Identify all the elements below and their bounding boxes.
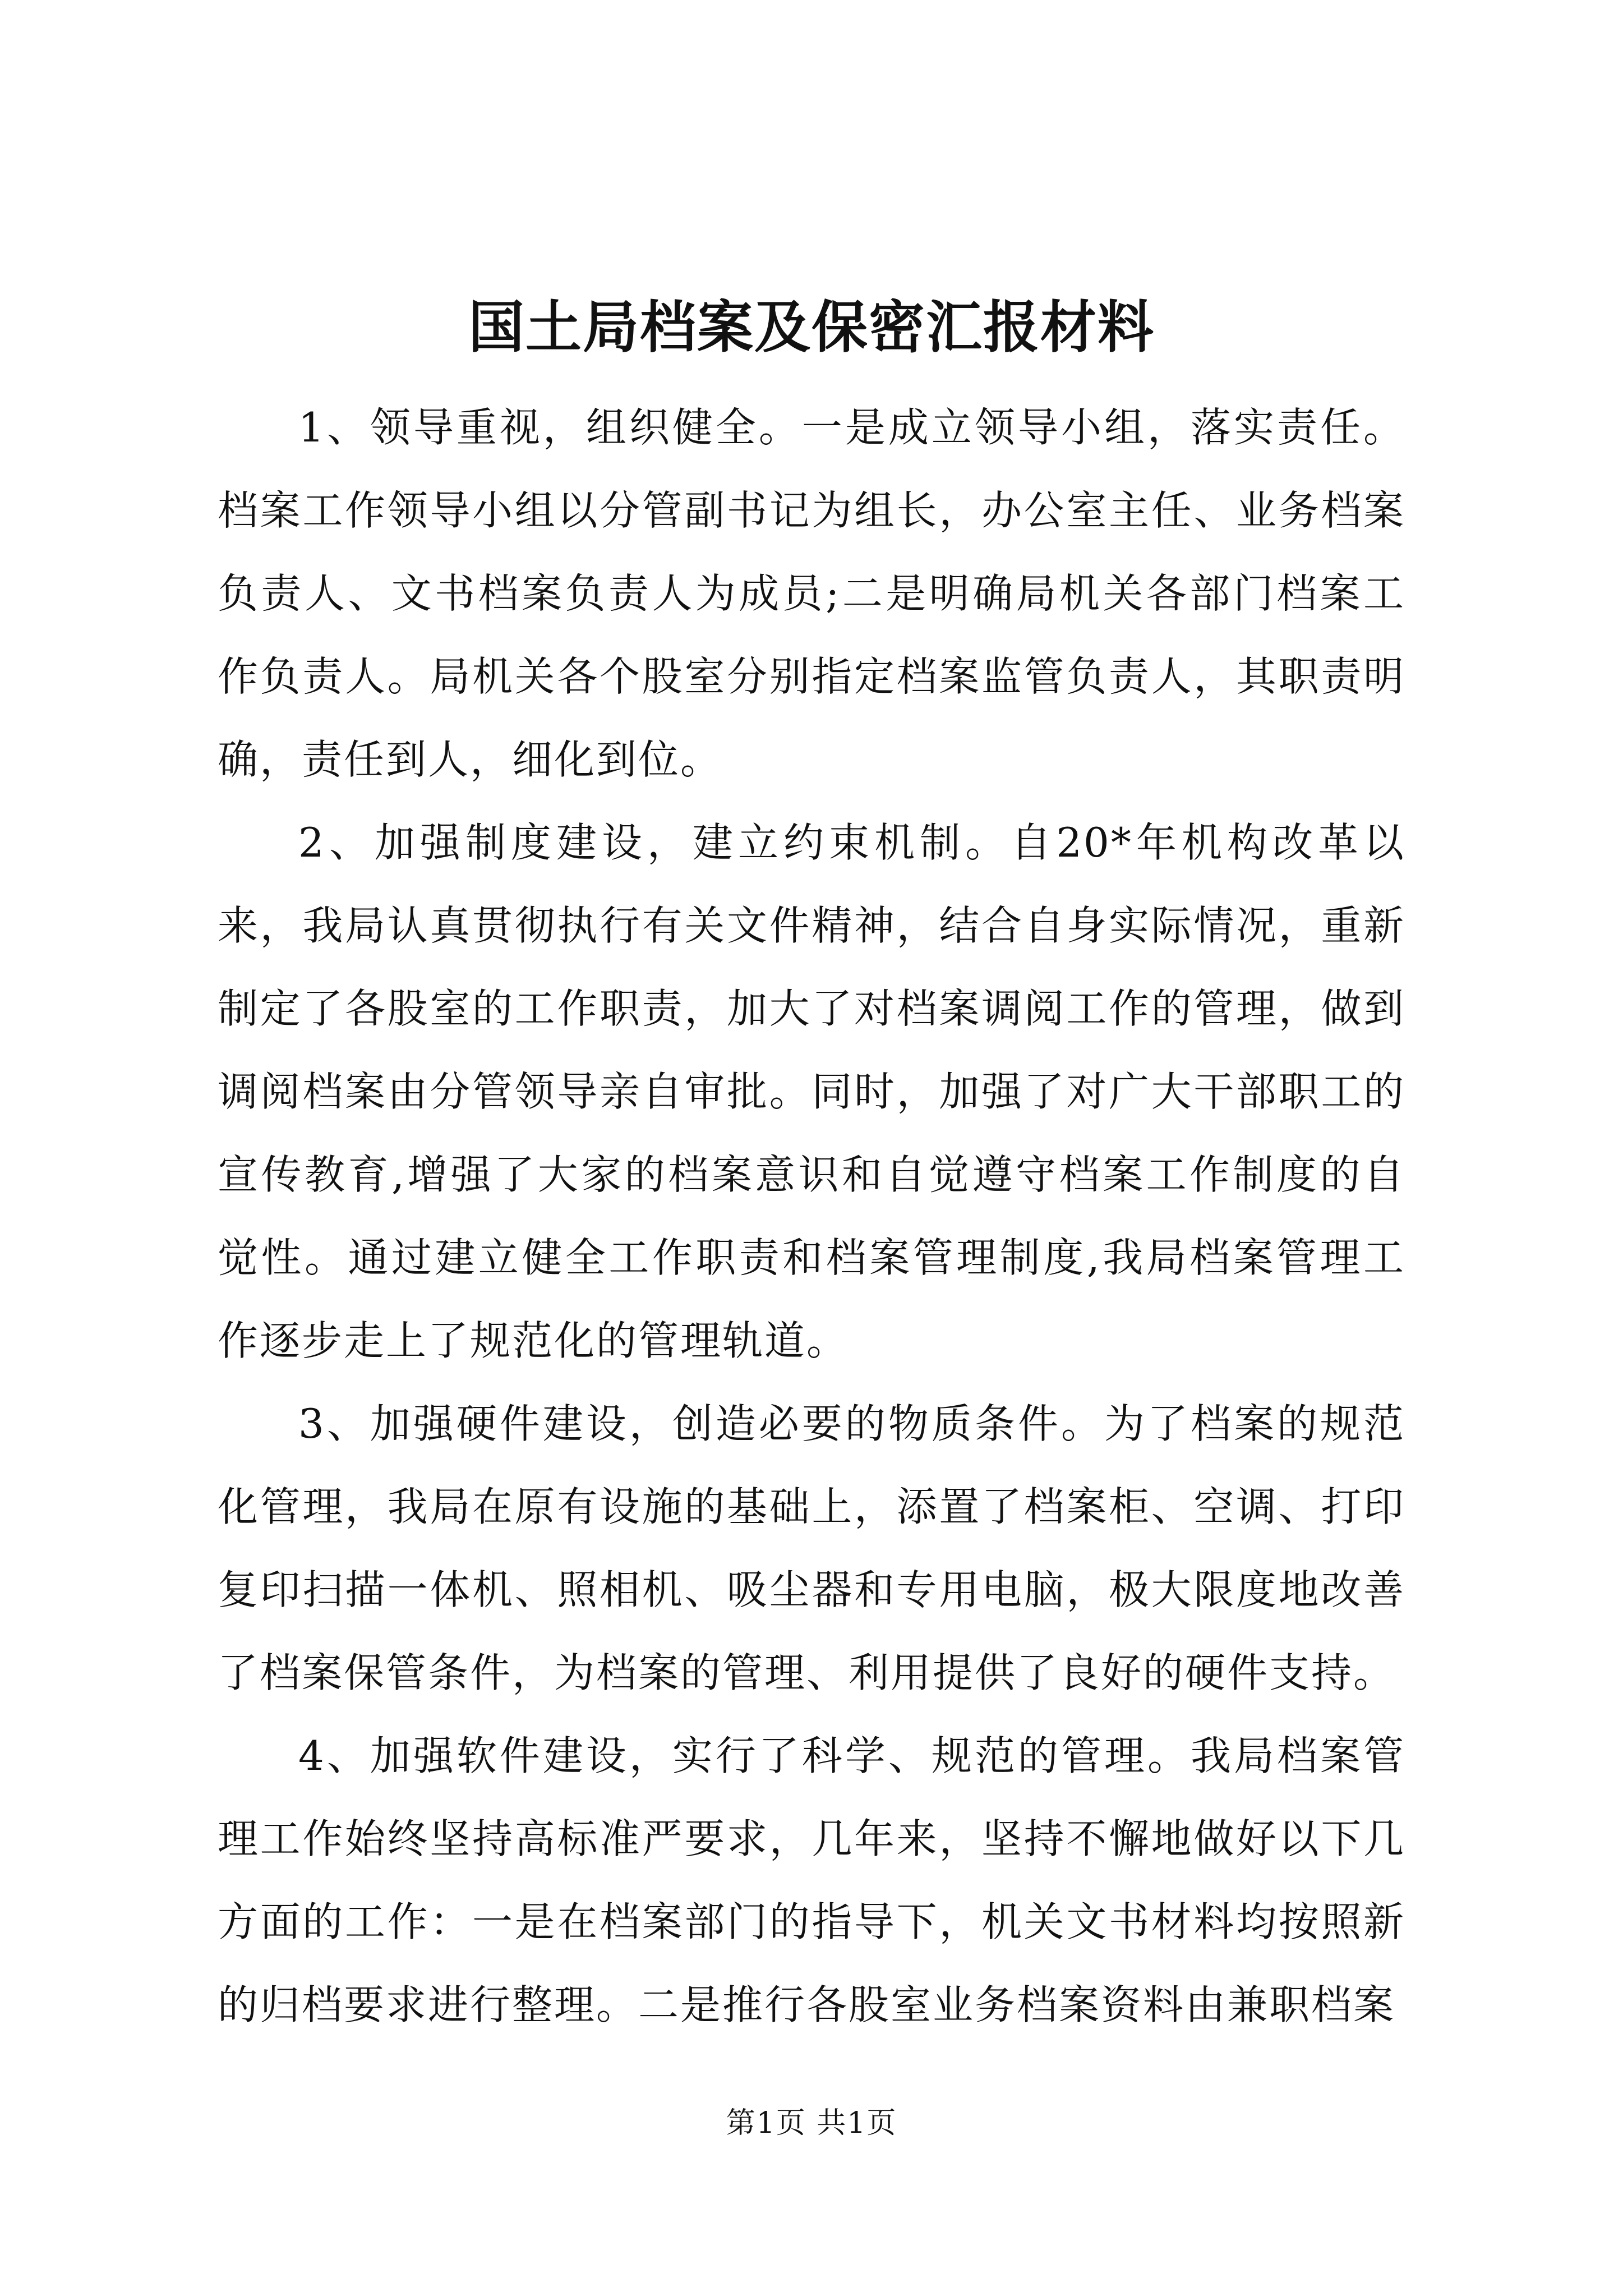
- document-title: 国土局档案及保密汇报材料: [468, 294, 1155, 360]
- paragraph-4: 4、加强软件建设，实行了科学、规范的管理。我局档案管理工作始终坚持高标准严要求，几年来，坚持不懈地做好以下几方面的工作：一是在档案部门的指导下，机关文书材料均按照新的归档要求进行整理。二是推行各股室业务档案资料由兼职档案: [218, 1732, 1405, 2028]
- paragraph-3: 3、加强硬件建设，创造必要的物质条件。为了档案的规范化管理，我局在原有设施的基础上，添置了档案柜、空调、打印复印扫描一体机、照相机、吸尘器和专用电脑，极大限度地改善了档案保管条件，为档案的管理、利用提供了良好的硬件支持。: [218, 1400, 1405, 1696]
- paragraph-2: 2、加强制度建设，建立约束机制。自20*年机构改革以来，我局认真贯彻执行有关文件精神，结合自身实际情况，重新制定了各股室的工作职责，加大了对档案调阅工作的管理，做到调阅档案由分管领导亲自审批。同时，加强了对广大干部职工的宣传教育,增强了大家的档案意识和自觉遵守档案工作制度的自觉性。通过建立健全工作职责和档案管理制度,我局档案管理工作逐步走上了规范化的管理轨道。: [218, 819, 1405, 1364]
- page-footer: 第1页 共1页: [726, 2106, 897, 2140]
- document-body: [218, 386, 1405, 2046]
- paragraph-1: 1、领导重视，组织健全。一是成立领导小组，落实责任。档案工作领导小组以分管副书记为组长，办公室主任、业务档案负责人、文书档案负责人为成员;二是明确局机关各部门档案工作负责人。局机关各个股室分别指定档案监管负责人，其职责明确，责任到人，细化到位。: [218, 404, 1405, 783]
